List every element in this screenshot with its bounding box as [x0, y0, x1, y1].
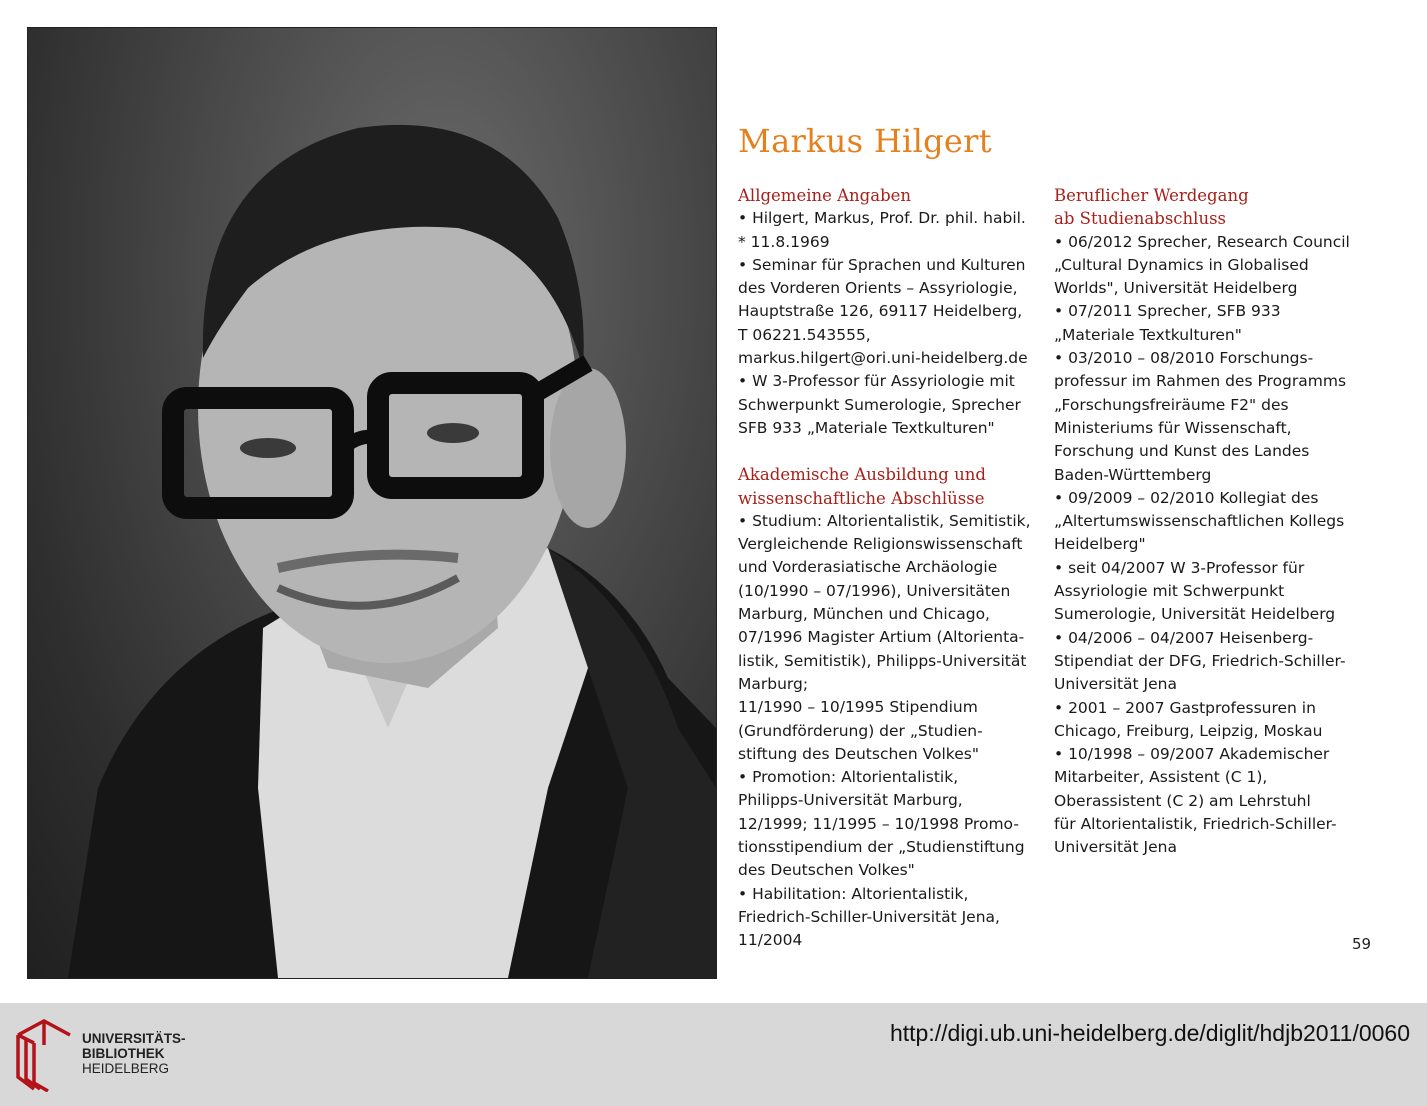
- portrait-photo: [27, 27, 717, 979]
- text-line: „Materiale Textkulturen": [1054, 325, 1242, 344]
- text-line: • Hilgert, Markus, Prof. Dr. phil. habil.: [738, 209, 1026, 228]
- text-line: Baden-Württemberg: [1054, 465, 1212, 484]
- text-line: • 03/2010 – 08/2010 Forschungs-: [1054, 349, 1314, 368]
- logo-line: HEIDELBERG: [82, 1061, 170, 1076]
- text-line: (10/1990 – 07/1996), Universitäten: [738, 581, 1011, 600]
- person-name: Markus Hilgert: [738, 122, 992, 160]
- general-info-list: [738, 207, 1038, 440]
- text-line: • Promotion: Altorientalistik,: [738, 768, 959, 787]
- text-line: Chicago, Freiburg, Leipzig, Moskau: [1054, 721, 1323, 740]
- text-line: • Seminar für Sprachen und Kulturen: [738, 255, 1026, 274]
- text-line: Sumerologie, Universität Heidelberg: [1054, 605, 1336, 624]
- text-line: Friedrich-Schiller-Universität Jena,: [738, 907, 1000, 926]
- logo-line: UNIVERSITÄTS-: [82, 1031, 186, 1046]
- text-line: listik, Semitistik), Philipps-Universität: [738, 651, 1027, 670]
- text-line: Ministeriums für Wissenschaft,: [1054, 418, 1292, 437]
- text-line: • 09/2009 – 02/2010 Kollegiat des: [1054, 488, 1319, 507]
- library-logo-icon: [14, 1017, 74, 1092]
- text-line: professur im Rahmen des Programms: [1054, 372, 1347, 391]
- section-title-line: Akademische Ausbildung und: [738, 465, 986, 485]
- text-line: „Cultural Dynamics in Globalised: [1054, 255, 1309, 274]
- logo-line: BIBLIOTHEK: [82, 1046, 165, 1061]
- section-title-line: ab Studienabschluss: [1054, 209, 1227, 229]
- text-line: • 07/2011 Sprecher, SFB 933: [1054, 302, 1281, 321]
- portrait-illustration: [28, 28, 716, 978]
- text-line: SFB 933 „Materiale Textkulturen": [738, 418, 995, 437]
- text-line: • Habilitation: Altorientalistik,: [738, 884, 969, 903]
- text-line: • 10/1998 – 09/2007 Akademischer: [1054, 745, 1330, 764]
- text-line: Universität Jena: [1054, 838, 1177, 857]
- text-line: 11/1990 – 10/1995 Stipendium: [738, 698, 978, 717]
- footer-bar: [0, 1003, 1427, 1106]
- text-line: (Grundförderung) der „Studien-: [738, 721, 983, 740]
- text-line: Assyriologie mit Schwerpunkt: [1054, 582, 1285, 601]
- section-title-line: wissenschaftliche Abschlüsse: [738, 488, 985, 508]
- right-column: [1054, 184, 1354, 860]
- email-text: markus.hilgert@ori.uni-heidelberg.de: [738, 349, 1028, 368]
- permalink-url[interactable]: http://digi.ub.uni-heidelberg.de/diglit/hdjb2011/0060: [889, 1020, 1410, 1046]
- text-line: stiftung des Deutschen Volkes": [738, 744, 979, 763]
- text-line: Marburg, München und Chicago,: [738, 605, 990, 624]
- section-title-career: [1054, 184, 1354, 231]
- text-line: und Vorderasiatische Archäologie: [738, 558, 998, 577]
- text-line: „Forschungsfreiräume F2" des: [1054, 395, 1289, 414]
- text-line: Marburg;: [738, 674, 809, 693]
- text-line: Vergleichende Religionswissenschaft: [738, 535, 1023, 554]
- text-line: * 11.8.1969: [738, 232, 830, 251]
- text-line: Stipendiat der DFG, Friedrich-Schiller-: [1054, 651, 1346, 670]
- text-line: 12/1999; 11/1995 – 10/1998 Promo-: [738, 814, 1019, 833]
- section-title-line: Beruflicher Werdegang: [1054, 186, 1249, 205]
- section-title-education: [738, 463, 1038, 510]
- library-logo-text[interactable]: [82, 1031, 186, 1076]
- text-line: Oberassistent (C 2) am Lehrstuhl: [1054, 791, 1311, 810]
- text-line: Schwerpunkt Sumerologie, Sprecher: [738, 395, 1021, 414]
- text-line: • Studium: Altorientalistik, Semitistik,: [738, 511, 1031, 530]
- text-line: Hauptstraße 126, 69117 Heidelberg,: [738, 302, 1023, 321]
- text-line: 07/1996 Magister Artium (Altorienta-: [738, 628, 1025, 647]
- section-title-general: Allgemeine Angaben: [738, 186, 912, 205]
- text-line: Heidelberg": [1054, 535, 1146, 554]
- text-line: Mitarbeiter, Assistent (C 1),: [1054, 768, 1268, 787]
- education-list: [738, 510, 1038, 953]
- text-line: Universität Jena: [1054, 675, 1177, 694]
- text-line: 11/2004: [738, 931, 803, 950]
- text-line: • W 3-Professor für Assyriologie mit: [738, 372, 1015, 391]
- text-line: des Deutschen Volkes": [738, 861, 915, 880]
- text-line: tionsstipendium der „Studienstiftung: [738, 838, 1025, 857]
- text-line: „Altertumswissenschaftlichen Kollegs: [1054, 512, 1345, 531]
- text-line: • seit 04/2007 W 3-Professor für: [1054, 558, 1305, 577]
- text-line: • 04/2006 – 04/2007 Heisenberg-: [1054, 628, 1314, 647]
- page-number: 59: [1352, 935, 1372, 953]
- text-line: Worlds", Universität Heidelberg: [1054, 279, 1298, 298]
- text-line: für Altorientalistik, Friedrich-Schiller-: [1054, 815, 1337, 834]
- text-line: Forschung und Kunst des Landes: [1054, 442, 1310, 461]
- text-line: T 06221.543555,: [738, 325, 871, 344]
- text-line: Philipps-Universität Marburg,: [738, 791, 963, 810]
- text-line: des Vorderen Orients – Assyriologie,: [738, 279, 1018, 298]
- career-list: [1054, 231, 1354, 860]
- text-line: • 2001 – 2007 Gastprofessuren in: [1054, 698, 1316, 717]
- text-line: • 06/2012 Sprecher, Research Council: [1054, 232, 1350, 251]
- left-column: [738, 184, 1038, 953]
